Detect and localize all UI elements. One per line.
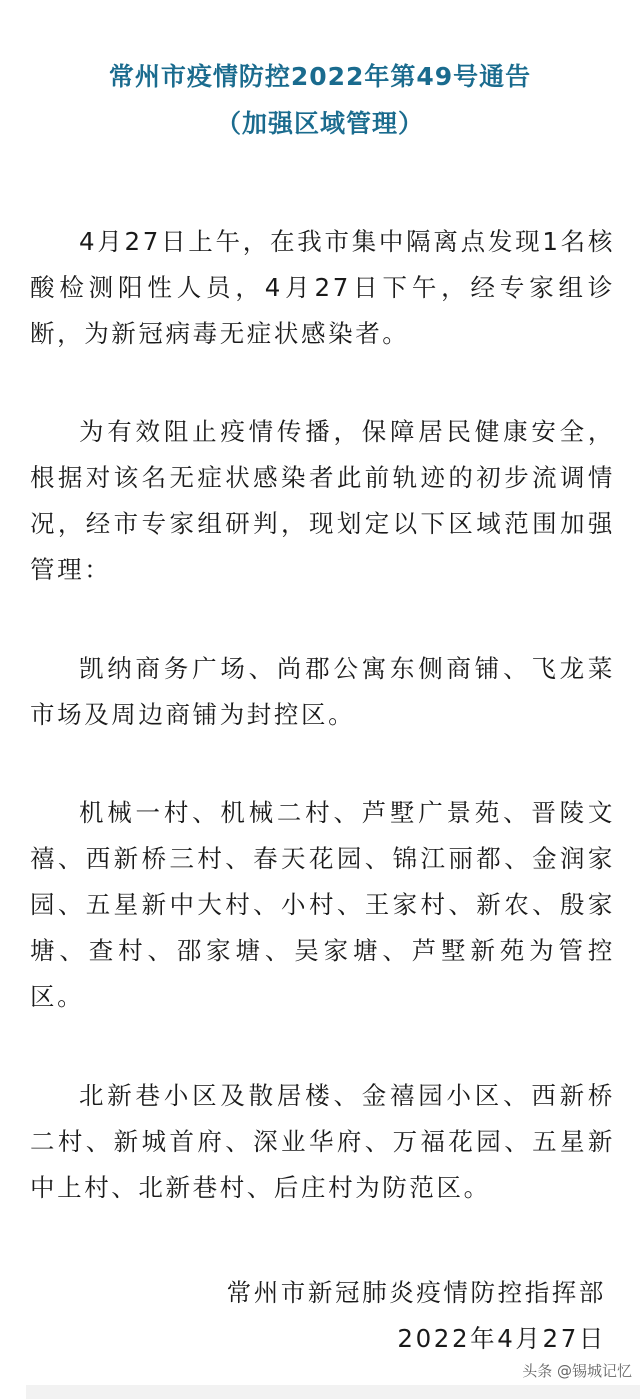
notice-header	[0, 58, 640, 143]
paragraph-control-zone: 机械一村、机械二村、芦墅广景苑、晋陵文禧、西新桥三村、春天花园、锦江丽都、金润家园、五星新中大村、小村、王家村、新农、殷家塘、查村、邵家塘、吴家塘、芦墅新苑为管控区。	[30, 798, 615, 1011]
notice-title: 常州市疫情防控2022年第49号通告	[108, 62, 532, 91]
paragraph-management-intro: 为有效阻止疫情传播，保障居民健康安全，根据对该名无症状感染者此前轨迹的初步流调情况，经市专家组研判，现划定以下区域范围加强管理：	[30, 417, 615, 584]
bottom-divider	[26, 1385, 640, 1399]
signature-date: 2022年4月27日	[397, 1324, 606, 1353]
paragraph-case-report: 4月27日上午，在我市集中隔离点发现1名核酸检测阳性人员，4月27日下午，经专家组诊断，为新冠病毒无症状感染者。	[30, 227, 615, 348]
notice-subtitle: （加强区域管理）	[215, 109, 424, 138]
paragraph-prevention-zone: 北新巷小区及散居楼、金禧园小区、西新桥二村、新城首府、深业华府、万福花园、五星新中上村、北新巷村、后庄村为防范区。	[30, 1081, 615, 1202]
signature-organization: 常州市新冠肺炎疫情防控指挥部	[226, 1278, 606, 1307]
source-watermark: 头条 @锡城记忆	[522, 1362, 632, 1380]
paragraph-lockdown-zone: 凯纳商务广场、尚郡公寓东侧商铺、飞龙菜市场及周边商铺为封控区。	[30, 654, 615, 729]
